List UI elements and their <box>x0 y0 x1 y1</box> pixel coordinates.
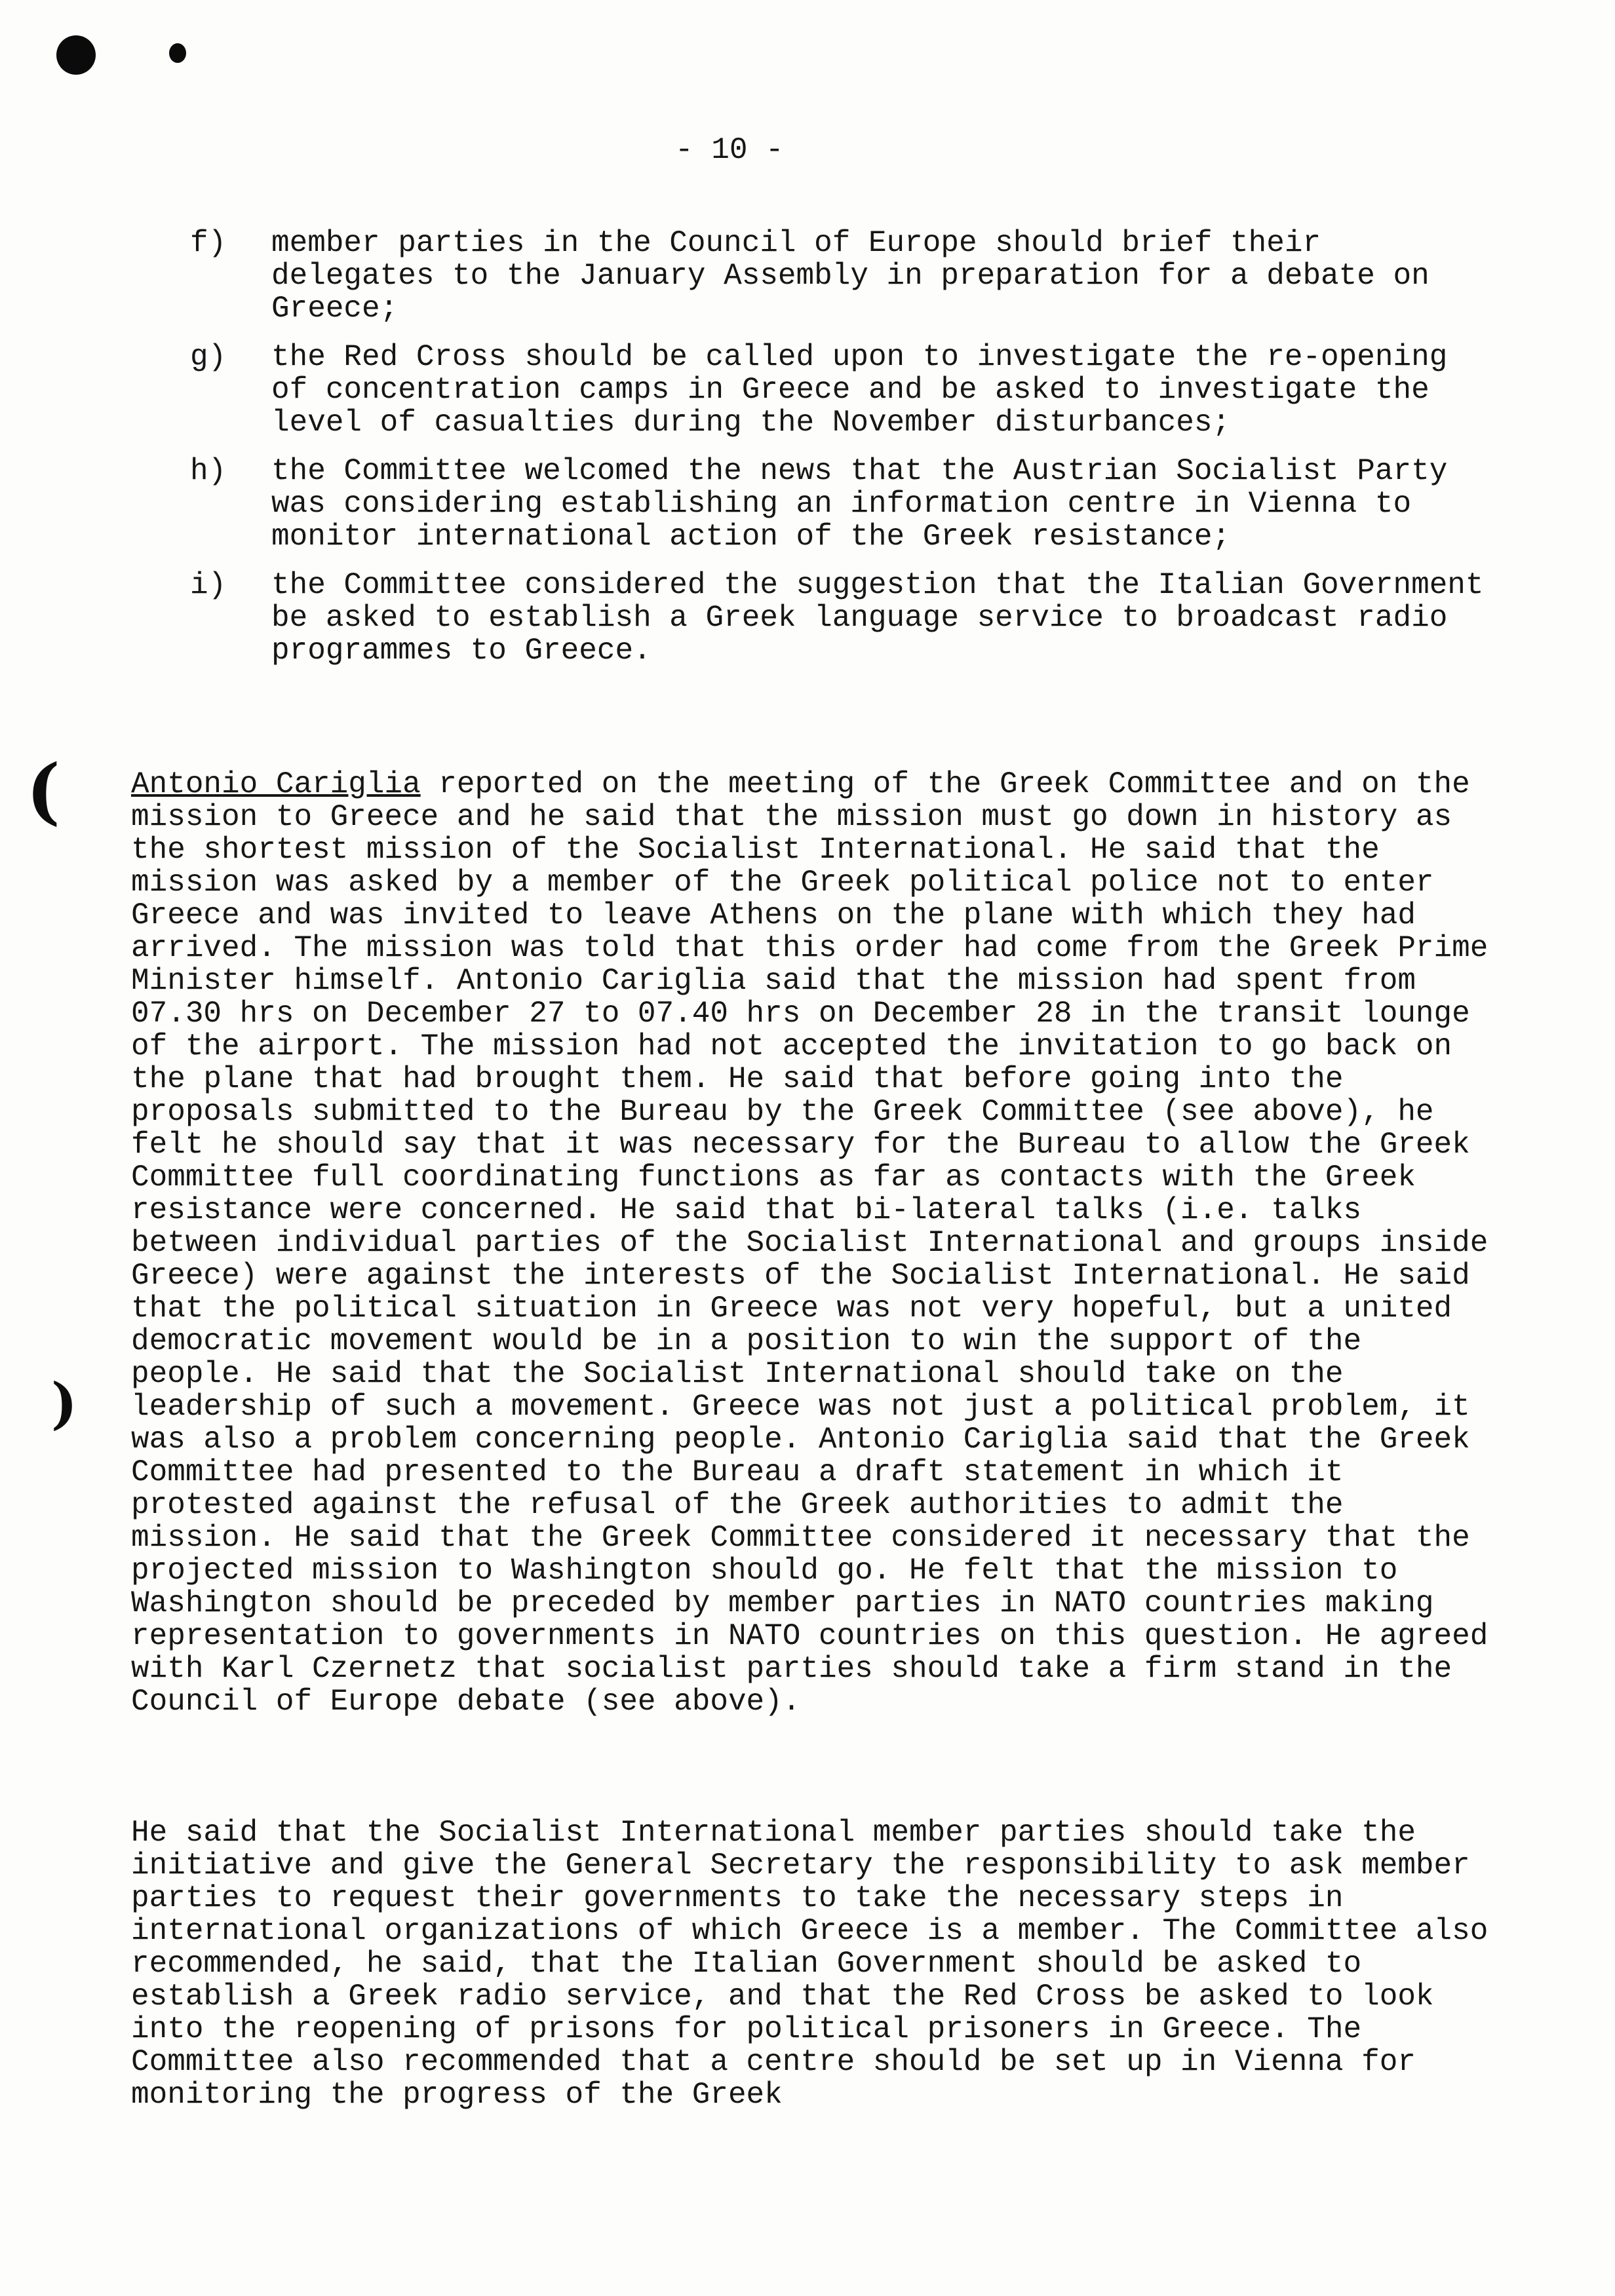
page-number: - 10 - <box>675 133 784 167</box>
paragraph-text: reported on the meeting of the Greek Committee and on the mission to Greece and he said that the mission must go down in history as the shortest mission of the Socialist International. He said that the mission was asked by a member of the Greek political police not to enter Greece and was invited to leave Athens on the plane with which they had arrived. The mission was told that this order had come from the Greek Prime Minister himself. Antonio Cariglia said that the mission had spent from 07.30 hrs on December 27 to 07.40 hrs on December 28 in the transit lounge of the airport. The mission had not accepted the invitation to go back on the plane that had brought them. He said that before going into the proposals submitted to the Bureau by the Greek Committee (see above), he felt he should say that it was necessary for the Bureau to allow the Greek Committee full coordinating functions as far as contacts with the Greek resistance were concerned. He said that bi-lateral talks (i.e. talks between individual parties of the Socialist International and groups inside Greece) were against the interests of the Socialist International. He said that the political situation in Greece was not very hopeful, but a united democratic movement would be in a position to win the support of the people. He said that the Socialist International should take on the leadership of such a movement. Greece was not just a political problem, it was also a problem concerning people. Antonio Cariglia said that the Greek Committee had presented to the Bureau a draft statement in which it protested against the refusal of the Greek authorities to admit the mission. He said that the Greek Committee considered it necessary that the projected mission to Washington should go. He felt that the mission to Washington should be preceded by member parties in NATO countries making representation to governments in NATO countries on this question. He agreed with Karl Czernetz that socialist parties should take a firm stand in the Council of Europe debate (see above). <box>131 767 1489 1719</box>
margin-bracket-close: ) <box>51 1371 77 1436</box>
margin-bracket-open: ( <box>26 748 61 833</box>
list-item-marker: f) <box>190 226 227 260</box>
recommendations-list <box>190 227 1501 683</box>
list-item-text: the Committee considered the suggestion that the Italian Government be asked to establish a Greek language service to broadcast radio programmes to Greece. <box>271 568 1484 668</box>
list-item <box>190 227 1501 325</box>
list-item <box>190 455 1501 553</box>
list-item-text: the Committee welcomed the news that the Austrian Socialist Party was considering establishing an information centre in Vienna to monitor international action of the Greek resistance; <box>271 454 1448 554</box>
list-item-marker: h) <box>190 454 227 488</box>
list-item <box>190 569 1501 667</box>
list-item-marker: i) <box>190 568 227 602</box>
body-paragraph-cariglia-report <box>131 768 1494 1718</box>
punch-hole-mark-small <box>169 43 186 63</box>
punch-hole-mark <box>56 35 96 75</box>
list-item-text: the Red Cross should be called upon to investigate the re-opening of concentration camps in Greece and be asked to investigate the level of casualties during the November disturbances; <box>271 340 1448 440</box>
list-item-marker: g) <box>190 340 227 374</box>
list-item <box>190 341 1501 439</box>
speaker-name: Antonio Cariglia <box>131 767 421 801</box>
list-item-text: member parties in the Council of Europe should brief their delegates to the January Assembly in preparation for a debate on Greece; <box>271 226 1430 326</box>
body-paragraph-committee-recommendations: He said that the Socialist International member parties should take the initiative and give the General Secretary the responsibility to ask member parties to request their governments to take the necessary steps in international organizations of which Greece is a member. The Committee also recommended, he said, that the Italian Government should be asked to establish a Greek radio service, and that the Red Cross be asked to look into the reopening of prisons for political prisoners in Greece. The Committee also recommended that a centre should be set up in Vienna for monitoring the progress of the Greek <box>131 1816 1489 2112</box>
